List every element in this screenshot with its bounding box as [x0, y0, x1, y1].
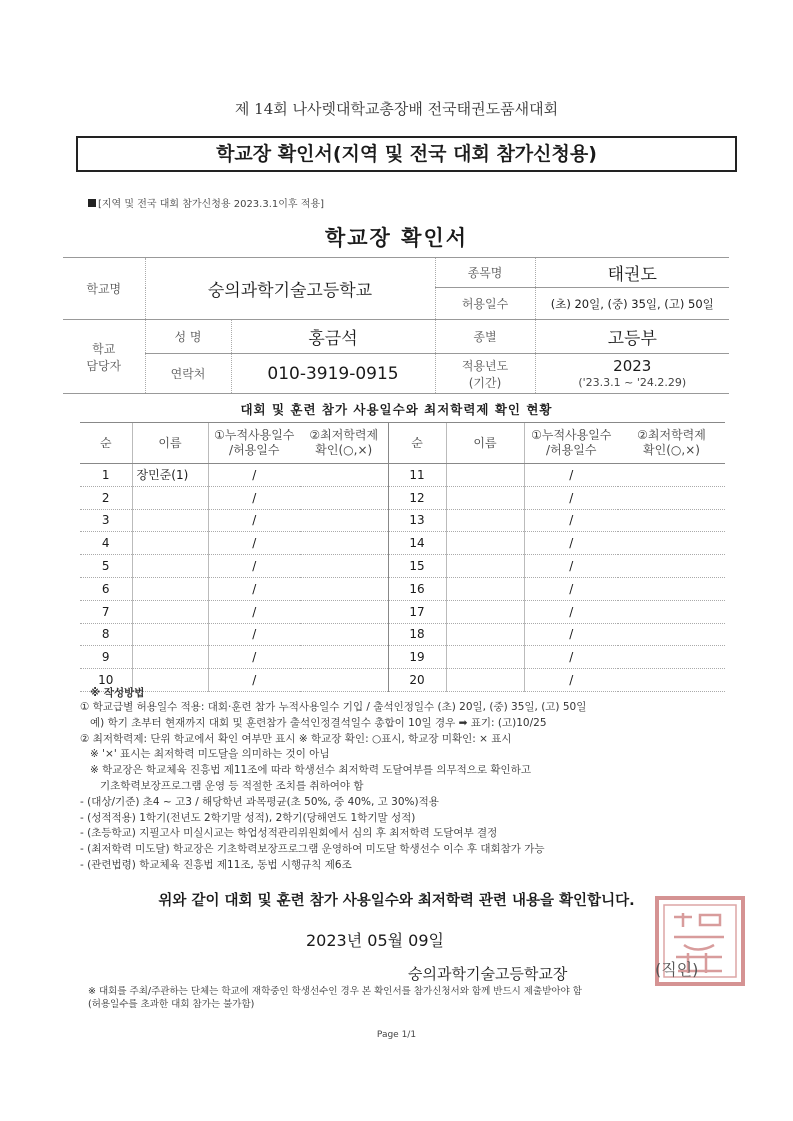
row-days: / — [524, 464, 618, 487]
row-no: 3 — [80, 509, 132, 532]
row-name — [446, 532, 524, 555]
row-no: 20 — [388, 669, 446, 692]
footnote-line: ※ 대회를 주최/주관하는 단체는 학교에 재학중인 학생선수인 경우 본 확인서를 참가신청서와 함께 반드시 제출받아야 함 — [88, 986, 582, 997]
header-days — [208, 423, 300, 464]
school-label: 학교명 — [63, 258, 145, 320]
header-grade — [618, 423, 725, 464]
footnote — [88, 985, 582, 1011]
table-row — [80, 623, 725, 646]
row-no: 5 — [80, 555, 132, 578]
row-grade — [300, 464, 388, 487]
row-grade — [300, 646, 388, 669]
row-grade — [618, 464, 725, 487]
square-bullet-icon — [88, 199, 96, 207]
contact-value: 010-3919-0915 — [231, 354, 435, 394]
principal-name: 숭의과학기술고등학교장 — [408, 965, 568, 983]
row-name — [446, 577, 524, 600]
row-days: / — [524, 509, 618, 532]
row-grade — [300, 486, 388, 509]
school-value: 숭의과학기술고등학교 — [145, 258, 435, 320]
row-days: / — [524, 669, 618, 692]
row-name — [446, 486, 524, 509]
row-name — [446, 623, 524, 646]
header-name: 이름 — [132, 423, 208, 464]
row-days: / — [208, 509, 300, 532]
header-grade-line1: ②최저학력제 — [309, 428, 379, 442]
row-no: 14 — [388, 532, 446, 555]
year-label-line1: 적용년도 — [461, 358, 509, 373]
howto-title: ※ 작성방법 — [90, 687, 145, 699]
header-days-line2: /허용일수 — [229, 443, 280, 457]
issue-date: 2023년 05월 09일 — [306, 931, 444, 950]
header-days-line1: ①누적사용일수 — [214, 428, 295, 442]
year-label-line2: (기간) — [468, 375, 502, 390]
table-row — [80, 577, 725, 600]
instruction-line: ② 최저학력제: 단위 학교에서 확인 여부만 표시 ※ 학교장 확인: ○표시, 학교장 미확인: × 표시 — [80, 732, 512, 745]
row-no: 17 — [388, 600, 446, 623]
row-name — [132, 600, 208, 623]
row-days: / — [208, 555, 300, 578]
row-days: / — [524, 646, 618, 669]
row-days: / — [524, 486, 618, 509]
table-row — [80, 464, 725, 487]
form-title: 학교장 확인서(지역 및 전국 대회 참가신청용) — [76, 136, 737, 172]
row-days: / — [208, 646, 300, 669]
instruction-line: - (관련법령) 학교체육 진흥법 제11조, 동법 시행규칙 제6조 — [80, 858, 352, 871]
row-days: / — [208, 577, 300, 600]
header-grade-line2: 확인(○,×) — [643, 443, 700, 457]
row-no: 11 — [388, 464, 446, 487]
manager-label-line2: 담당자 — [86, 358, 122, 373]
row-days: / — [524, 623, 618, 646]
manager-label — [63, 320, 145, 394]
table-row — [80, 509, 725, 532]
row-grade — [300, 600, 388, 623]
table-row — [80, 555, 725, 578]
row-grade — [300, 623, 388, 646]
header-days — [524, 423, 618, 464]
header-grade — [300, 423, 388, 464]
row-name — [446, 555, 524, 578]
row-grade — [300, 509, 388, 532]
row-grade — [300, 532, 388, 555]
row-days: / — [524, 555, 618, 578]
row-name — [132, 509, 208, 532]
row-days: / — [524, 577, 618, 600]
row-days: / — [208, 623, 300, 646]
row-days: / — [524, 600, 618, 623]
event-title: 제 14회 나사렛대학교총장배 전국태권도품새대회 — [234, 100, 559, 118]
row-name — [446, 464, 524, 487]
year-label — [435, 354, 535, 394]
row-grade — [618, 532, 725, 555]
header-no: 순 — [388, 423, 446, 464]
row-name — [132, 555, 208, 578]
apply-note-text: [지역 및 전국 대회 참가신청용 2023.3.1이후 적용] — [98, 199, 324, 210]
table-row — [80, 646, 725, 669]
row-name — [132, 486, 208, 509]
header-grade-line1: ②최저학력제 — [637, 428, 706, 442]
row-grade — [618, 623, 725, 646]
page-number: Page 1/1 — [376, 1030, 417, 1040]
allowed-days-label: 허용일수 — [435, 288, 535, 320]
row-no: 18 — [388, 623, 446, 646]
row-name — [132, 577, 208, 600]
participation-table — [80, 422, 725, 692]
row-no: 8 — [80, 623, 132, 646]
instruction-line: - (초등학교) 지필고사 미실시교는 학업성적관리위원회에서 심의 후 최저학력 도달여부 결정 — [80, 827, 498, 840]
year-value: 2023 — [613, 357, 652, 375]
instruction-line: ※ 학교장은 학교체육 진흥법 제11조에 따라 학생선수 최저학력 도달여부를 의무적으로 확인하고 — [80, 764, 531, 777]
row-no: 7 — [80, 600, 132, 623]
row-no: 12 — [388, 486, 446, 509]
header-no: 순 — [80, 423, 132, 464]
instruction-line: ① 학교급별 허용일수 적용: 대회·훈련 참가 누적사용일수 기입 / 출석인정일수 (초) 20일, (중) 35일, (고) 50일 — [80, 701, 587, 713]
row-no: 1 — [80, 464, 132, 487]
instruction-line: - (최저학력 미도달) 학교장은 기초학력보장프로그램 운영하여 미도달 학생선수 이수 후 대회참가 가능 — [80, 843, 545, 856]
contact-label: 연락처 — [145, 354, 231, 394]
header-name: 이름 — [446, 423, 524, 464]
table-heading: 대회 및 훈련 참가 사용일수와 최저학력제 확인 현황 — [240, 402, 553, 417]
instruction-line: 기초학력보장프로그램 운영 등 적절한 조치를 취하여야 함 — [80, 779, 364, 792]
row-no: 13 — [388, 509, 446, 532]
row-days: / — [208, 669, 300, 692]
row-days: / — [208, 600, 300, 623]
row-days: / — [524, 532, 618, 555]
manager-label-line1: 학교 — [92, 341, 116, 356]
confirmation-statement: 위와 같이 대회 및 훈련 참가 사용일수와 최저학력 관련 내용을 확인합니다. — [158, 893, 635, 909]
event-value: 태권도 — [535, 258, 729, 288]
row-grade — [618, 646, 725, 669]
row-grade — [618, 509, 725, 532]
row-name — [132, 646, 208, 669]
row-name — [132, 532, 208, 555]
row-name: 장민준(1) — [132, 464, 208, 487]
header-days-line2: /허용일수 — [546, 443, 597, 457]
name-label: 성 명 — [145, 320, 231, 354]
row-grade — [618, 486, 725, 509]
row-name — [446, 600, 524, 623]
main-heading: 학교장 확인서 — [324, 226, 469, 250]
row-days: / — [208, 486, 300, 509]
row-no: 10 — [80, 669, 132, 692]
row-no: 15 — [388, 555, 446, 578]
row-no: 16 — [388, 577, 446, 600]
row-no: 9 — [80, 646, 132, 669]
division-label: 종별 — [435, 320, 535, 354]
row-grade — [300, 577, 388, 600]
table-header-row — [80, 423, 725, 464]
apply-note — [88, 195, 324, 210]
division-value: 고등부 — [535, 320, 729, 354]
event-label: 종목명 — [435, 258, 535, 288]
row-grade — [618, 577, 725, 600]
row-days: / — [208, 464, 300, 487]
allowed-days-value: (초) 20일, (중) 35일, (고) 50일 — [535, 288, 729, 320]
row-name — [132, 623, 208, 646]
name-value: 홍금석 — [231, 320, 435, 354]
table-row — [80, 669, 725, 692]
instruction-line: - (대상/기준) 초4 ~ 고3 / 해당학년 과목평균(초 50%, 중 40%, 고 30%)적용 — [80, 795, 439, 808]
row-name — [446, 646, 524, 669]
instruction-line: 예) 학기 초부터 현재까지 대회 및 훈련참가 출석인정결석일수 총합이 10일 경우 ➡ 표기: (고)10/25 — [80, 716, 547, 729]
header-days-line1: ①누적사용일수 — [531, 428, 612, 442]
year-cell — [535, 354, 729, 394]
table-row — [80, 600, 725, 623]
instruction-line: - (성적적용) 1학기(전년도 2학기말 성적), 2학기(당해연도 1학기말 성적) — [80, 811, 416, 824]
table-row — [80, 486, 725, 509]
row-grade — [300, 555, 388, 578]
instructions — [80, 700, 730, 874]
period-value: ('23.3.1 ~ '24.2.29) — [578, 376, 687, 389]
row-no: 4 — [80, 532, 132, 555]
instruction-line: ※ '×' 표시는 최저학력 미도달을 의미하는 것이 아님 — [80, 748, 330, 761]
footnote-line: (허용일수를 초과한 대회 참가는 불가함) — [88, 999, 255, 1010]
row-no: 2 — [80, 486, 132, 509]
row-grade — [618, 555, 725, 578]
row-no: 6 — [80, 577, 132, 600]
row-grade — [618, 669, 725, 692]
info-table — [63, 257, 729, 394]
row-no: 19 — [388, 646, 446, 669]
row-grade — [618, 600, 725, 623]
row-grade — [300, 669, 388, 692]
table-row — [80, 532, 725, 555]
row-name — [446, 669, 524, 692]
header-grade-line2: 확인(○,×) — [315, 443, 373, 457]
seal-label: (직인) — [655, 960, 699, 979]
row-name — [446, 509, 524, 532]
row-days: / — [208, 532, 300, 555]
